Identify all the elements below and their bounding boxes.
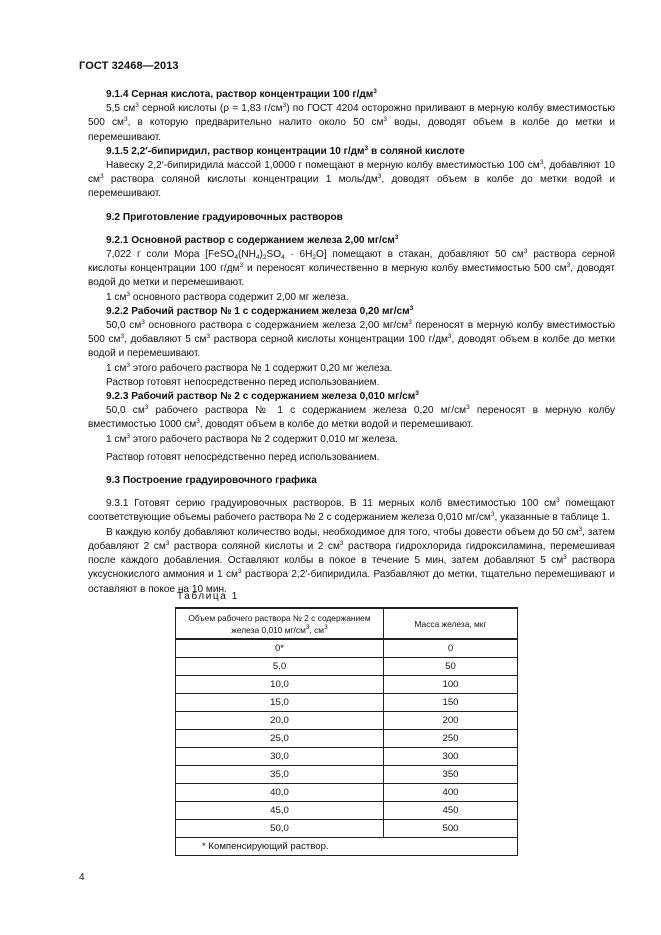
- table-header-volume: Объем рабочего раствора № 2 с содержанием железа 0,010 $мг/см^3$, $см^3$: [176, 608, 384, 639]
- paragraph: 50,0 $см^3$ основного раствора с содержанием железа 2,00 $мг/см^3$ переносят в мерную колбу вместимостью 500 $см^3$, добавляют 5 $см^3$ раствора серной кислоты концентрации 100 $г/дм^3$, доводят объем в колбе до метки водой и перемешивают.: [88, 319, 616, 360]
- page-number: 4: [79, 872, 85, 883]
- table-caption: Таблица 1: [177, 591, 239, 602]
- cell-mass: 200: [384, 712, 518, 730]
- cell-mass: 450: [384, 802, 518, 820]
- table-row: [176, 784, 518, 802]
- paragraph: 1 $см^3$ этого рабочего раствора № 2 содержит 0,010 мг железа.: [106, 432, 399, 445]
- section-title-9-2-1: 9.2.1 Основной раствор с содержанием железа 2,00 $мг/см^3$: [106, 233, 399, 246]
- paragraph: 50,0 $см^3$ рабочего раствора № 1 с содержанием железа 0,20 $мг/см^3$ переносят в мерную колбу вместимостью 1000 $см^3$, доводят объем в колбе до метки водой и перемешивают.: [88, 404, 615, 431]
- table-body: [176, 639, 518, 838]
- table-row: [176, 820, 518, 838]
- cell-mass: 400: [384, 784, 518, 802]
- paragraph: Раствор готовят непосредственно перед использованием.: [106, 376, 380, 388]
- section-title-9-2: 9.2 Приготовление градуировочных растворов: [106, 211, 343, 223]
- cell-mass: 350: [384, 766, 518, 784]
- paragraph: 7,022 г соли Мора $[FeSO_4(NH_4)_2SO_4 \cdot 6H_2O]$ помещают в стакан, добавляют 50 $см^3$ раствора серной кислоты концентрации 100 $г/дм^3$ и переносят количественно в мерную колбу вместимостью 500 $см^3$, доводят водой до метки и перемешивают.: [88, 248, 615, 289]
- cell-volume: 50,0: [176, 820, 384, 838]
- table-row: [176, 676, 518, 694]
- table-header-mass: Масса железа, мкг: [384, 608, 518, 639]
- cell-volume: 10,0: [176, 676, 384, 694]
- cell-mass: 150: [384, 694, 518, 712]
- table-row: [176, 712, 518, 730]
- cell-volume: 45,0: [176, 802, 384, 820]
- cell-volume: 40,0: [176, 784, 384, 802]
- calibration-table: [175, 607, 518, 856]
- cell-volume: 15,0: [176, 694, 384, 712]
- cell-volume: 35,0: [176, 766, 384, 784]
- paragraph: Раствор готовят непосредственно перед использованием.: [106, 451, 380, 463]
- section-title-9-1-5: 9.1.5 2,2′-бипиридил, раствор концентрации 10 $г/дм^3$ в соляной кислоте: [106, 144, 465, 157]
- table-row: [176, 658, 518, 676]
- paragraph: 1 $см^3$ основного раствора содержит 2,00 мг железа.: [106, 290, 349, 303]
- section-title-9-3: 9.3 Построение градуировочного графика: [106, 475, 317, 487]
- section-title-9-2-2: 9.2.2 Рабочий раствор № 1 с содержанием железа 0,20 $мг/см^3$: [106, 304, 414, 317]
- table-footnote: * Компенсирующий раствор.: [176, 838, 518, 856]
- section-title-9-2-3: 9.2.3 Рабочий раствор № 2 с содержанием железа 0,010 $мг/см^3$: [106, 390, 419, 403]
- section-title-9-1-4: 9.1.4 Серная кислота, раствор концентрации 100 $г/дм^3$: [106, 88, 377, 100]
- cell-volume: 30,0: [176, 748, 384, 766]
- table-row: [176, 802, 518, 820]
- table-row: [176, 730, 518, 748]
- cell-mass: 300: [384, 748, 518, 766]
- table-row: [176, 639, 518, 658]
- cell-volume: 20,0: [176, 712, 384, 730]
- paragraph: 9.3.1 Готовят серию градуировочных растворов. В 11 мерных колб вместимостью 100 $см^3$ помещают соответствующие объемы рабочего раствора № 2 с содержанием железа 0,010 $мг/см^3$, указанные в таблице 1.: [88, 497, 616, 524]
- cell-mass: 500: [384, 820, 518, 838]
- cell-mass: 100: [384, 676, 518, 694]
- cell-volume: 0*: [176, 639, 384, 658]
- paragraph: 5,5 $см^3$ серной кислоты (ρ = 1,83 $г/см^3$) по ГОСТ 4204 осторожно приливают в мерную колбу вместимостью 500 $см^3$, в которую предварительно налито около 50 $см^3$ воды, доводят объем в колбе до метки и перемешивают.: [88, 102, 615, 143]
- table-row: [176, 694, 518, 712]
- cell-mass: 250: [384, 730, 518, 748]
- table-row: [176, 766, 518, 784]
- cell-volume: 25,0: [176, 730, 384, 748]
- cell-volume: 5,0: [176, 658, 384, 676]
- table-row: [176, 748, 518, 766]
- cell-mass: 50: [384, 658, 518, 676]
- paragraph: В каждую колбу добавляют количество воды, необходимое для того, чтобы довести объем до 50 $см^3$, затем добавляют 2 $см^3$ раствора соляной кислоты и 2 $см^3$ раствора гидрохлорида гидроксиламина, перемешивая после каждого добавления. Оставляют колбы в покое в течение 5 мин, затем добавляют 5 $см^3$ раствора уксуснокислого аммония и 1 $см^3$ раствора 2,2′-бипиридила. Разбавляют до метки, тщательно перемешивают и оставляют в покое на 10 мин.: [88, 525, 615, 595]
- paragraph: Навеску 2,2′-бипиридила массой 1,0000 г помещают в мерную колбу вместимостью 100 $см^3$, добавляют 10 $см^3$ раствора соляной кислоты концентрации 1 моль/$дм^3$, доводят объем в колбе до метки водой и перемешивают.: [88, 159, 616, 200]
- document-header: ГОСТ 32468—2013: [79, 60, 179, 72]
- paragraph: 1 $см^3$ этого рабочего раствора № 1 содержит 0,20 мг железа.: [106, 361, 393, 374]
- document-body: [88, 88, 615, 597]
- cell-mass: 0: [384, 639, 518, 658]
